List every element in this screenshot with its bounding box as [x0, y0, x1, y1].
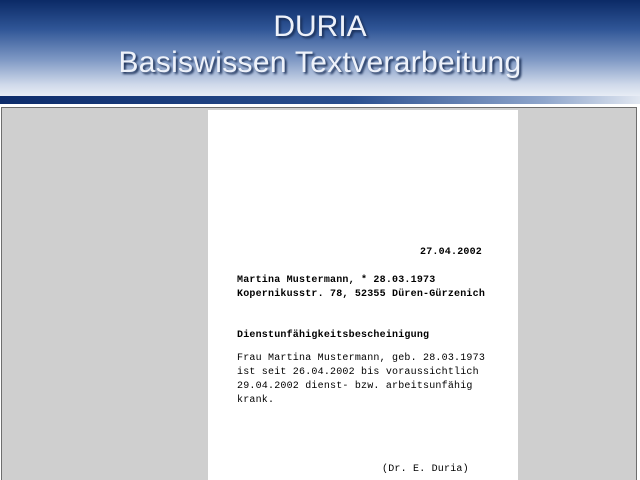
- doc-body-line: krank.: [237, 395, 275, 406]
- banner-title: DURIA: [273, 10, 367, 43]
- title-banner: [0, 0, 640, 96]
- doc-person-line: Martina Mustermann, * 28.03.1973: [237, 275, 436, 286]
- doc-body-line: Frau Martina Mustermann, geb. 28.03.1973: [237, 353, 486, 364]
- doc-signature: (Dr. E. Duria): [382, 464, 469, 475]
- doc-subject: Dienstunfähigkeitsbescheinigung: [237, 330, 430, 341]
- doc-body-line: ist seit 26.04.2002 bis voraussichtlich: [237, 367, 479, 378]
- document-page[interactable]: [208, 110, 518, 480]
- doc-address-line: Kopernikusstr. 78, 52355 Düren-Gürzenich: [237, 289, 486, 300]
- doc-date: 27.04.2002: [420, 247, 483, 258]
- banner-subtitle: Basiswissen Textverarbeitung: [118, 46, 522, 79]
- doc-body-line: 29.04.2002 dienst- bzw. arbeitsunfähig: [237, 381, 473, 392]
- banner-divider: [0, 96, 640, 104]
